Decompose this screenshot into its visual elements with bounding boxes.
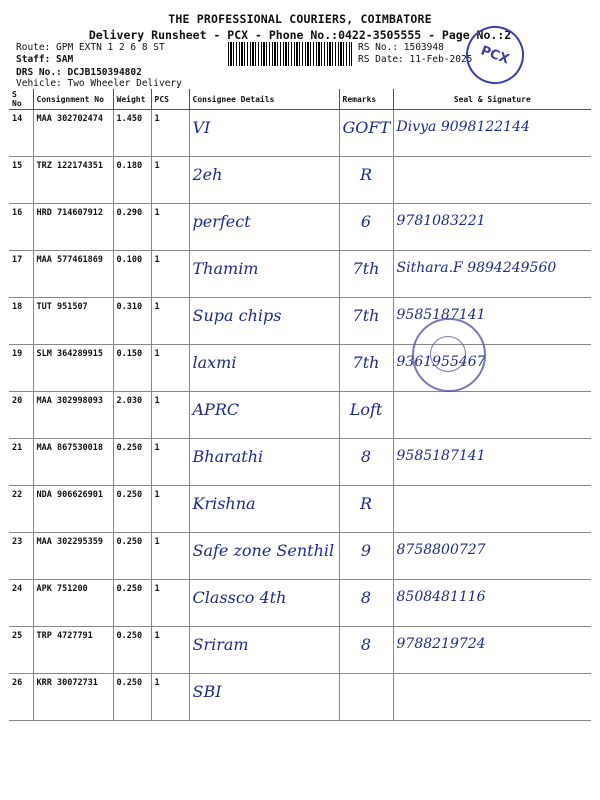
cell-signature (393, 392, 591, 439)
cell-weight: 2.030 (113, 392, 151, 439)
cell-consignment-no: TRZ 122174351 (33, 157, 113, 204)
cell-signature: Sithara.F 9894249560 (393, 251, 591, 298)
cell-remarks: 7th (339, 298, 393, 345)
table-row (9, 533, 591, 580)
cell-consignee: Safe zone Senthil (189, 533, 339, 580)
col-remarks: Remarks (339, 89, 393, 110)
cell-pcs: 1 (151, 110, 189, 157)
cell-consignment-no: TRP 4727791 (33, 627, 113, 674)
company-seal-stamp (412, 318, 486, 392)
cell-sno: 19 (9, 345, 33, 392)
cell-pcs: 1 (151, 204, 189, 251)
cell-signature: 8508481116 (393, 580, 591, 627)
company-title: THE PROFESSIONAL COURIERS, COIMBATORE (168, 12, 432, 26)
cell-signature (393, 157, 591, 204)
cell-pcs: 1 (151, 533, 189, 580)
cell-weight: 1.450 (113, 110, 151, 157)
cell-pcs: 1 (151, 157, 189, 204)
cell-consignee: Bharathi (189, 439, 339, 486)
table-row (9, 486, 591, 533)
cell-weight: 0.250 (113, 627, 151, 674)
table-row (9, 298, 591, 345)
cell-consignee: VI (189, 110, 339, 157)
table-row (9, 392, 591, 439)
runsheet-subtitle: Delivery Runsheet - PCX - Phone No.:0422-3505555 - Page No.:2 (88, 28, 512, 42)
cell-pcs: 1 (151, 439, 189, 486)
cell-sno: 21 (9, 439, 33, 486)
cell-sno: 26 (9, 674, 33, 721)
cell-consignee: Classco 4th (189, 580, 339, 627)
cell-remarks: 6 (339, 204, 393, 251)
cell-weight: 0.250 (113, 533, 151, 580)
cell-weight: 0.290 (113, 204, 151, 251)
cell-consignee: laxmi (189, 345, 339, 392)
cell-signature: 9788219724 (393, 627, 591, 674)
cell-sno: 25 (9, 627, 33, 674)
cell-consignee: APRC (189, 392, 339, 439)
rs-number: RS No.: 1503948 (358, 42, 444, 53)
cell-pcs: 1 (151, 298, 189, 345)
cell-weight: 0.100 (113, 251, 151, 298)
cell-remarks: 8 (339, 439, 393, 486)
cell-weight: 0.150 (113, 345, 151, 392)
cell-sno: 17 (9, 251, 33, 298)
cell-remarks: R (339, 486, 393, 533)
cell-consignment-no: NDA 906626901 (33, 486, 113, 533)
cell-pcs: 1 (151, 674, 189, 721)
cell-consignee: Supa chips (189, 298, 339, 345)
cell-signature: 8758800727 (393, 533, 591, 580)
cell-sno: 16 (9, 204, 33, 251)
cell-signature: 9781083221 (393, 204, 591, 251)
cell-remarks: 7th (339, 251, 393, 298)
cell-consignee: SBI (189, 674, 339, 721)
pcx-stamp-text: PCX (478, 42, 512, 68)
staff-text: Staff: SAM (16, 54, 74, 65)
rs-date: RS Date: 11-Feb-2025 (358, 54, 473, 65)
cell-sno: 14 (9, 110, 33, 157)
cell-signature: 9361955467 (393, 345, 591, 392)
cell-consignee: Thamim (189, 251, 339, 298)
col-signature: Seal & Signature (393, 89, 591, 110)
cell-signature: Divya 9098122144 (393, 110, 591, 157)
cell-weight: 0.310 (113, 298, 151, 345)
cell-remarks (339, 674, 393, 721)
cell-weight: 0.250 (113, 486, 151, 533)
col-consignee: Consignee Details (189, 89, 339, 110)
cell-consignee: Sriram (189, 627, 339, 674)
table-row (9, 439, 591, 486)
cell-sno: 15 (9, 157, 33, 204)
cell-sno: 23 (9, 533, 33, 580)
col-sno: S No (9, 89, 33, 110)
cell-signature: 9585187141 (393, 298, 591, 345)
table-header-row (9, 89, 591, 110)
cell-consignment-no: HRD 714607912 (33, 204, 113, 251)
cell-remarks: 9 (339, 533, 393, 580)
cell-remarks: 8 (339, 580, 393, 627)
col-pcs: PCS (151, 89, 189, 110)
cell-consignment-no: MAA 867530018 (33, 439, 113, 486)
vehicle-text: Vehicle: Two Wheeler Delivery (16, 78, 182, 89)
cell-consignment-no: MAA 302295359 (33, 533, 113, 580)
table-row (9, 674, 591, 721)
table-row (9, 157, 591, 204)
cell-pcs: 1 (151, 486, 189, 533)
cell-signature (393, 674, 591, 721)
cell-signature: 9585187141 (393, 439, 591, 486)
cell-signature (393, 486, 591, 533)
table-row (9, 204, 591, 251)
cell-pcs: 1 (151, 392, 189, 439)
cell-sno: 20 (9, 392, 33, 439)
cell-pcs: 1 (151, 580, 189, 627)
col-weight: Weight (113, 89, 151, 110)
cell-remarks: Loft (339, 392, 393, 439)
cell-consignment-no: MAA 577461869 (33, 251, 113, 298)
col-consignment: Consignment No (33, 89, 113, 110)
table-row (9, 580, 591, 627)
cell-remarks: GOFT (339, 110, 393, 157)
cell-sno: 22 (9, 486, 33, 533)
cell-sno: 18 (9, 298, 33, 345)
table-row (9, 627, 591, 674)
cell-consignment-no: SLM 364289915 (33, 345, 113, 392)
cell-consignee: perfect (189, 204, 339, 251)
table-row (9, 251, 591, 298)
barcode (228, 42, 352, 66)
cell-consignment-no: MAA 302702474 (33, 110, 113, 157)
cell-consignment-no: MAA 302998093 (33, 392, 113, 439)
cell-consignee: 2eh (189, 157, 339, 204)
cell-remarks: R (339, 157, 393, 204)
cell-sno: 24 (9, 580, 33, 627)
cell-weight: 0.180 (113, 157, 151, 204)
cell-weight: 0.250 (113, 580, 151, 627)
cell-consignment-no: TUT 951507 (33, 298, 113, 345)
table-row (9, 110, 591, 157)
cell-weight: 0.250 (113, 674, 151, 721)
cell-pcs: 1 (151, 627, 189, 674)
cell-remarks: 7th (339, 345, 393, 392)
runsheet-table (9, 89, 591, 721)
cell-weight: 0.250 (113, 439, 151, 486)
cell-remarks: 8 (339, 627, 393, 674)
cell-pcs: 1 (151, 345, 189, 392)
cell-consignee: Krishna (189, 486, 339, 533)
cell-consignment-no: KRR 30072731 (33, 674, 113, 721)
drs-number: DRS No.: DCJB150394802 (16, 67, 142, 78)
table-row (9, 345, 591, 392)
route-text: Route: GPM EXTN 1 2 6 8 ST (16, 42, 165, 53)
cell-pcs: 1 (151, 251, 189, 298)
cell-consignment-no: APK 751200 (33, 580, 113, 627)
